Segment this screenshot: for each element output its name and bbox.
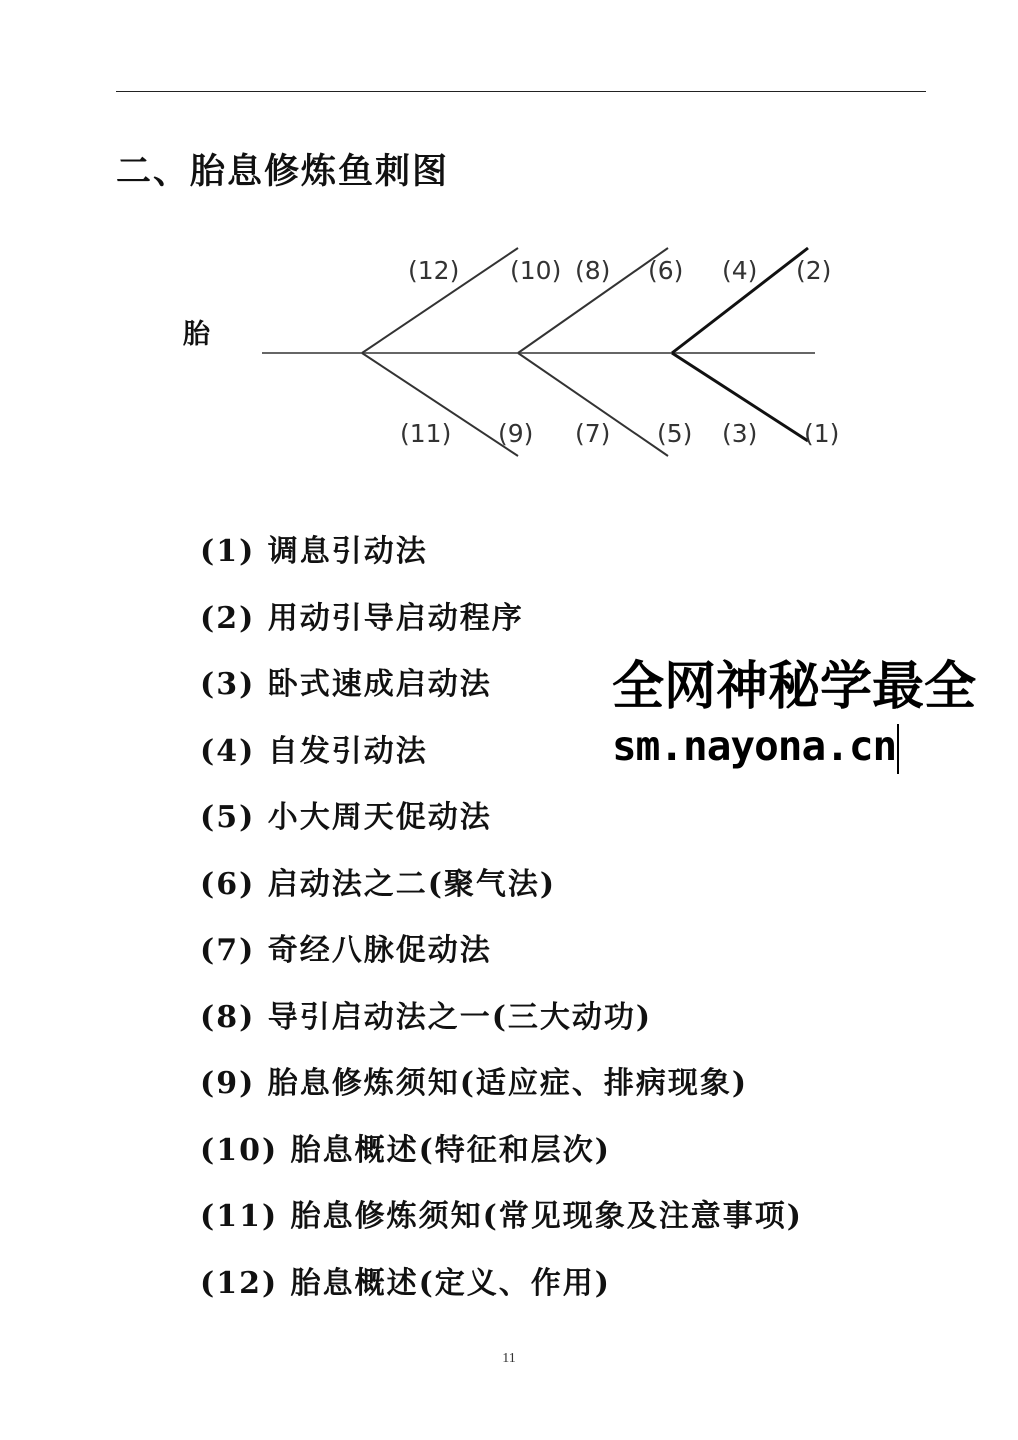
label-8: (8) [575,256,611,285]
page-number: 11 [502,1351,516,1366]
label-9: (9) [498,419,534,448]
list-item: (10) 胎息概述(特征和层次) [200,1132,611,1168]
label-5: (5) [657,419,693,448]
label-4: (4) [722,256,758,285]
label-2: (2) [796,256,832,285]
label-3: (3) [722,419,758,448]
text-caret [897,724,899,774]
label-12: (12) [408,256,460,285]
label-6: (6) [648,256,684,285]
watermark-title: 全网神秘学最全 [612,657,977,717]
list-item: (8) 导引启动法之一(三大动功) [200,999,653,1035]
label-1: (1) [804,419,840,448]
fishbone-head-label: 胎 [183,319,210,350]
label-11: (11) [400,419,452,448]
list-item: (1) 调息引动法 [200,534,428,569]
list-item: (6) 启动法之二(聚气法) [200,866,557,902]
list-item: (3) 卧式速成启动法 [200,667,492,702]
watermark-url [612,722,899,774]
fishbone-diagram [0,0,1018,480]
watermark-url-text: sm.nayona.cn [612,722,897,770]
list-item: (2) 用动引导启动程序 [200,600,524,636]
list-item: (12) 胎息概述(定义、作用) [200,1265,611,1301]
list-item: (4) 自发引动法 [200,733,428,769]
label-10: (10) [510,256,562,285]
legend-list [200,530,803,1328]
list-item: (11) 胎息修炼须知(常见现象及注意事项) [200,1199,803,1234]
section-heading: 二、胎息修炼鱼刺图 [116,151,450,192]
list-item: (5) 小大周天促动法 [200,800,492,835]
label-7: (7) [575,419,611,448]
list-item: (7) 奇经八脉促动法 [200,933,492,968]
list-item: (9) 胎息修炼须知(适应症、排病现象) [200,1066,749,1101]
